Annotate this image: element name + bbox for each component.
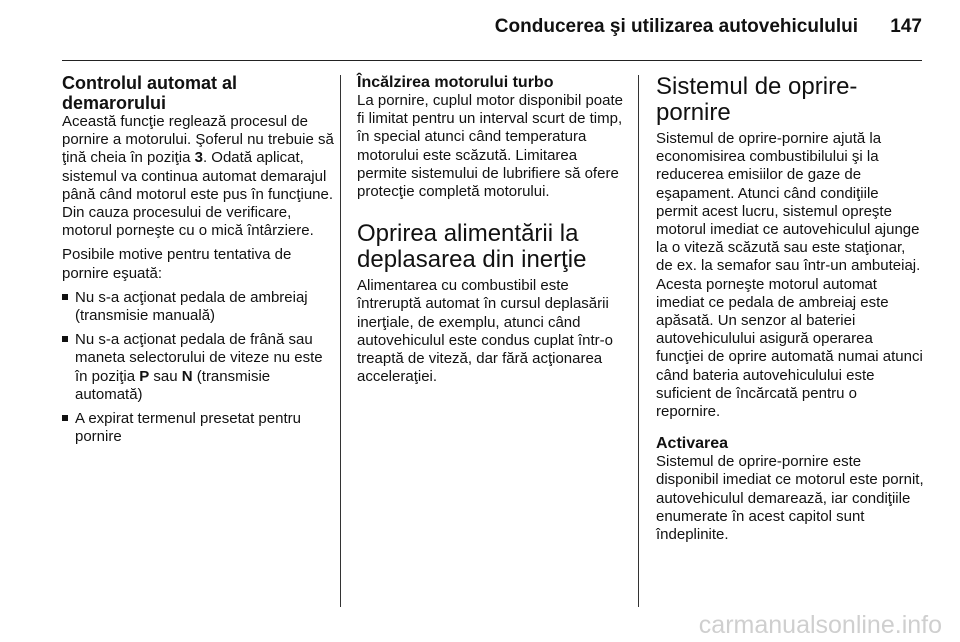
header-divider	[62, 60, 922, 61]
list-item-text	[75, 331, 323, 403]
section-heading-starter-control: Controlul automat al demarorului	[62, 73, 237, 113]
list-item-text: A expirat termenul presetat pentru pornire	[75, 410, 301, 446]
section-heading-fuel-cutoff: Oprirea alimentării la deplasarea din inerţie	[357, 220, 587, 274]
column-left	[62, 74, 334, 446]
column-right	[656, 74, 924, 544]
text: . Odată aplicat, sistemul va continua automat demarajul până când motorul este pus în funcţiune. Din cauza procesului de verificare, motorul porneşte cu o mică întârziere.	[62, 149, 334, 240]
list-item	[62, 331, 334, 404]
position-n: N	[181, 367, 193, 385]
paragraph-failure-reasons: Posibile motive pentru tentativa de pornire eşuată:	[62, 246, 292, 282]
bullet-icon	[62, 336, 68, 342]
bullet-icon	[62, 415, 68, 421]
watermark: carmanualsonline.info	[698, 611, 942, 639]
paragraph-turbo: La pornire, cuplul motor disponibil poate fi limitat pentru un interval scurt de timp, în special atunci când temperatura motorului este scăzută. Limitarea permite sistemului de lubrifiere să ofere protecţie completă motorului.	[357, 92, 623, 201]
column-middle	[357, 74, 627, 386]
list-item	[62, 410, 334, 446]
text: Nu s-a acţionat pedala de frână sau maneta selectorului de viteze nu este în poziţia	[75, 331, 323, 385]
position-p: P	[139, 367, 150, 385]
list-item	[62, 289, 334, 325]
section-heading-activation: Activarea	[656, 435, 729, 453]
text: sau	[149, 367, 182, 385]
section-heading-turbo: Încălzirea motorului turbo	[357, 74, 554, 91]
text: Această funcţie reglează procesul de pornire a motorului. Şoferul nu trebuie să ţină cheia în poziţia	[62, 113, 334, 167]
list-item-text: Nu s-a acţionat pedala de ambreiaj (transmisie manuală)	[75, 288, 308, 325]
column-divider	[638, 75, 639, 607]
header-title: Conducerea şi utilizarea autovehiculului	[494, 16, 858, 37]
text: (transmisie automată)	[75, 367, 271, 403]
paragraph-activation: Sistemul de oprire-pornire este disponibil imediat ce motorul este pornit, autovehiculul demarează, iar condiţiile enumerate în acest capitol sunt îndeplinite.	[656, 453, 924, 544]
bullet-icon	[62, 294, 68, 300]
paragraph-fuel-cutoff: Alimentarea cu combustibil este întreruptă automat în cursul deplasării inerţiale, de exemplu, atunci când autovehiculul este condus cuplat într-o treaptă de viteză, dar fără acţionarea acceleraţiei.	[357, 277, 613, 386]
column-divider	[340, 75, 341, 607]
page-header	[0, 0, 960, 62]
page-number: 147	[890, 16, 922, 37]
key-position-3: 3	[194, 149, 203, 167]
paragraph-stop-start: Sistemul de oprire-pornire ajută la economisirea combustibilului şi la reducerea emisiilor de gaze de eşapament. Atunci când condiţiile permit acest lucru, sistemul opreşte motorul imediat ce autovehiculul ajunge la o viteză scăzută sau este staţionar, de ex. la semafor sau într-un ambuteiaj. Acesta porneşte motorul automat imediat ce pedala de ambreiaj este apăsată. Un senzor al bateriei autovehiculului asigură operarea funcţiei de oprire automată numai atunci când bateria autovehiculului este suficient de încărcată pentru o repornire.	[656, 130, 923, 421]
paragraph-starter-control	[62, 113, 334, 240]
section-heading-stop-start: Sistemul de oprire-pornire	[656, 73, 858, 126]
